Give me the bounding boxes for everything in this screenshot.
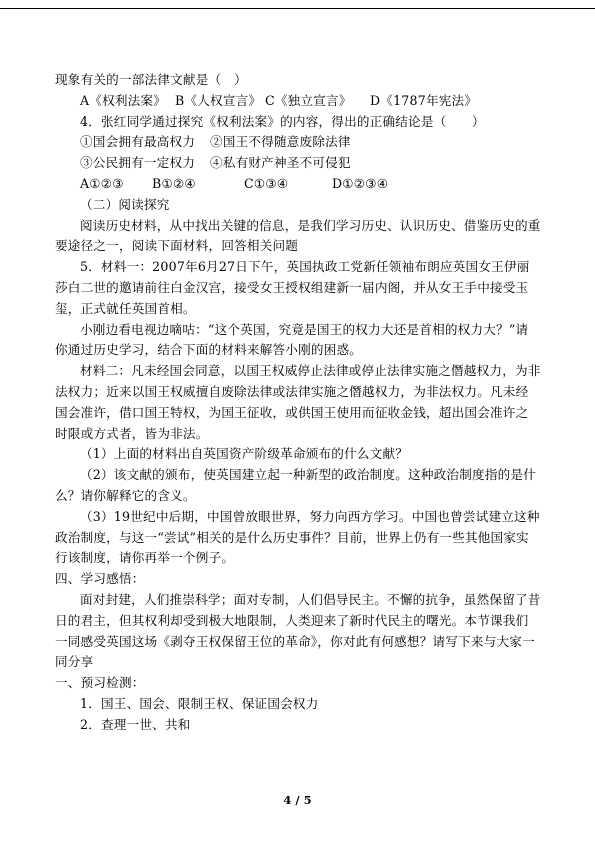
answers-title: 一、预习检测： [55, 675, 145, 691]
section-4-title: 四、学习感悟： [55, 571, 145, 587]
q5-material-2: 材料二：凡未经国会同意，以国王权威停止法律或停止法律实施之僭越权力，为非法权力；近来以国王权威擅自废除法律或法律实施之僭越权力，为非法权力。凡未经国会准许，借口国王特权，为国王征收，或供国王使用而征收金钱，超出国会准许之时限或方式者，皆为非法。 [55, 363, 541, 441]
header-rule [0, 8, 595, 9]
q4-option-b: B①②④ [152, 175, 196, 191]
q3-option-b: B《人权宣言》 [175, 92, 262, 108]
page-number: 4 / 5 [283, 793, 312, 807]
q4-statement-1: ①国会拥有最高权力 [80, 134, 196, 150]
question-stem-tail: 现象有关的一部法律文献是（ ） [55, 72, 247, 87]
q5-sub-question-2: （2）该文献的颁布，使英国建立起一种新型的政治制度。这种政治制度指的是什么？请你解释它的含义。 [55, 467, 536, 503]
reading-intro: 阅读历史材料，从中找出关键的信息，是我们学习历史、认识历史、借鉴历史的重要途径之一，阅读下面材料，回答相关问题 [55, 217, 541, 254]
reflection-paragraph: 面对封建，人们推崇科学；面对专制，人们倡导民主。不懈的抗争，虽然保留了昔日的君主，但其权利却受到极大地限制，人类迎来了新时代民主的曙光。本节课我们一同感受英国这场《剥夺王权保留王位的革命》，你对此有何感想？请写下来与大家一同分享 [55, 591, 541, 670]
q4-stem: 4．张红同学通过探究《权利法案》的内容，得出的正确结论是（ ） [80, 113, 485, 129]
answer-2: 2．查理一世、共和 [80, 716, 191, 732]
q4-options [55, 174, 541, 195]
document-body [55, 70, 541, 736]
q4-statement-3: ③公民拥有一定权力 [80, 155, 196, 171]
q3-option-c: C《独立宣言》 [265, 92, 352, 108]
q3-option-d: D《1787年宪法》 [370, 92, 478, 108]
q4-statements-row2 [55, 153, 541, 174]
q5-material-1: 5．材料一：2007年6月27日下午，英国执政工党新任领袖布朗应英国女王伊丽莎白二世的邀请前往白金汉宫，接受女王授权组建新一届内阁，并从女王手中接受玉玺，正式就任英国首相。 [55, 259, 530, 316]
q4-option-c: C①③④ [244, 175, 289, 191]
q5-sub-question-1: （1）上面的材料出自英国资产阶级革命颁布的什么文献？ [80, 446, 409, 462]
q4-option-a: A①②③ [80, 175, 124, 191]
section-reading-title: （二）阅读探究 [80, 196, 170, 212]
q4-statements-row1 [55, 132, 541, 153]
q3-options [55, 91, 541, 112]
q4-statement-2: ②国王不得随意废除法律 [210, 134, 351, 150]
q3-option-a: A《权利法案》 [80, 92, 167, 108]
q4-statement-4: ④私有财产神圣不可侵犯 [210, 155, 351, 171]
answer-1: 1．国王、国会、限制王权、保证国会权力 [80, 695, 319, 711]
q5-xiaogang: 小刚边看电视边嘀咕：“这个英国，究竟是国王的权力大还是首相的权力大？”请你通过历史学习，结合下面的材料来解答小刚的困惑。 [55, 321, 529, 358]
q4-option-d: D①②③④ [332, 175, 389, 191]
q5-sub-question-3: （3）19世纪中后期，中国曾放眼世界，努力向西方学习。中国也曾尝试建立这种政治制度，与这一“尝试”相关的是什么历史事件？目前，世界上仍有一些其他国家实行该制度，请你再举一个例子。 [55, 508, 540, 566]
